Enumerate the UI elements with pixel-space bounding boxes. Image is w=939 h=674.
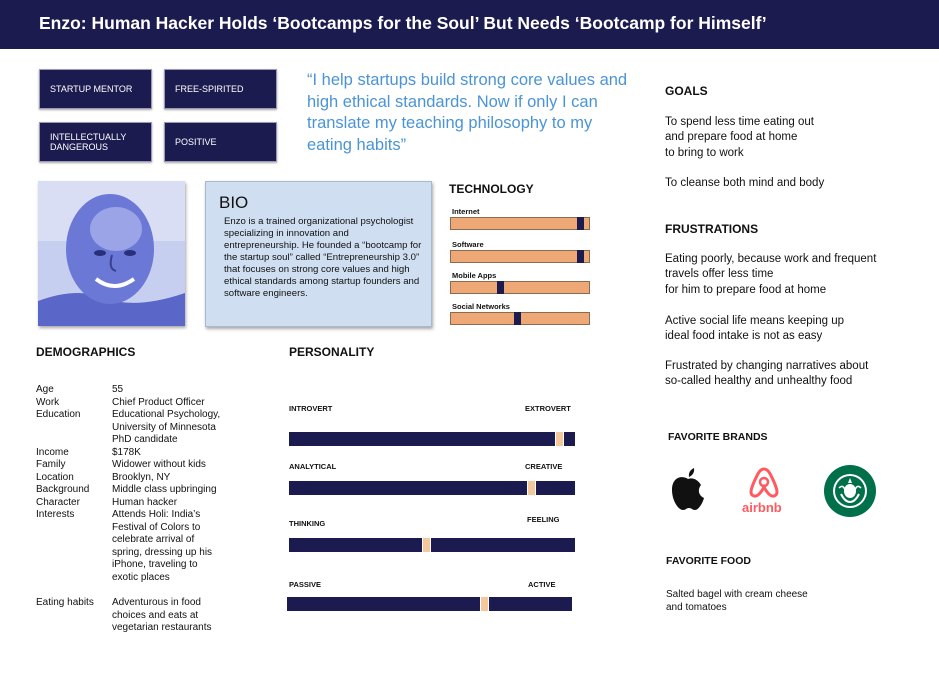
page-title: Enzo: Human Hacker Holds ‘Bootcamps for the Soul’ But Needs ‘Bootcamp for Himself’ [39, 13, 767, 33]
airbnb-wordmark: airbnb [742, 500, 782, 515]
demo-value-location: Brooklyn, NY [112, 471, 171, 483]
demo-label-work: Work [36, 396, 60, 408]
portrait-illustration [38, 181, 185, 326]
pers-marker [422, 538, 431, 552]
demo-value-character: Human hacker [112, 496, 178, 508]
pers-left-thinking: THINKING [289, 519, 326, 528]
tech-label-mobile-apps: Mobile Apps [452, 271, 497, 280]
frustration-item: Eating poorly, because work and frequent travels offer less time for him to prepare food at home [665, 253, 877, 296]
favorite-food-heading: FAVORITE FOOD [666, 555, 751, 567]
bio-card [205, 181, 432, 327]
demo-value-background: Middle class upbringing [112, 484, 217, 495]
demo-label-family: Family [36, 459, 66, 470]
pers-marker [555, 432, 564, 446]
bio-title: BIO [219, 193, 249, 212]
apple-logo [668, 464, 708, 512]
pers-right-active: ACTIVE [528, 580, 556, 589]
frustrations-heading: FRUSTRATIONS [665, 222, 759, 236]
favorite-brands-heading: FAVORITE BRANDS [668, 431, 768, 443]
frustration-item: Frustrated by changing narratives about so-called healthy and unhealthy food [665, 360, 869, 388]
favorite-food-text: Salted bagel with cream cheese and tomatoes [666, 589, 808, 613]
personality-heading: PERSONALITY [289, 345, 375, 359]
tech-bar-software [450, 250, 590, 263]
demo-label-character: Character [36, 496, 80, 508]
demo-label-background: Background [36, 484, 90, 495]
demo-value-work: Chief Product Officer [112, 396, 205, 408]
pers-right-extrovert: EXTROVERT [525, 404, 571, 413]
pers-left-introvert: INTROVERT [289, 404, 333, 413]
persona-photo [38, 181, 185, 326]
demo-label-age: Age [36, 384, 54, 395]
tech-marker [577, 217, 584, 230]
demo-value-family: Widower without kids [112, 459, 206, 470]
tag-startup-mentor: STARTUP MENTOR [39, 69, 152, 109]
tech-label-internet: Internet [452, 207, 480, 216]
pers-right-creative: CREATIVE [525, 462, 563, 471]
airbnb-logo [740, 465, 788, 517]
goal-item: To spend less time eating out and prepare food at home to bring to work [665, 116, 814, 159]
tech-label-software: Software [452, 240, 484, 249]
demo-label-income: Income [36, 446, 69, 458]
demographics-heading: DEMOGRAPHICS [36, 345, 136, 359]
pers-right-feeling: FEELING [527, 515, 560, 524]
tech-bar-mobile-apps [450, 281, 590, 294]
pers-bar-passive-active [287, 597, 572, 611]
pers-bar-analytical-creative [289, 481, 575, 495]
demo-value-interests: Attends Holi: India’s Festival of Colors to celebrate arrival of spring, dressing up his iPhone, traveling to exotic places [112, 509, 213, 583]
apple-icon [668, 464, 708, 512]
demo-label-eating-habits: Eating habits [36, 597, 94, 608]
tech-bar-internet [450, 217, 590, 230]
demo-label-interests: Interests [36, 509, 75, 520]
goals-heading: GOALS [665, 84, 708, 98]
tech-marker [514, 312, 521, 325]
pers-left-passive: PASSIVE [289, 580, 321, 589]
demo-value-eating-habits: Adventurous in food choices and eats at vegetarian restaurants [112, 597, 212, 633]
demo-label-education: Education [36, 409, 81, 420]
starbucks-icon [823, 464, 877, 518]
bio-text: Enzo is a trained organizational psychologist specializing in innovation and entrepreneurship. He founded a “bootcamp for the startup soul” called “Entrepreneurship 3.0” that focuses on strong core values and high ethical standards among startup founders and software engineers. [224, 216, 422, 299]
pers-marker [527, 481, 536, 495]
airbnb-icon [740, 465, 788, 499]
demo-value-income: $178K [112, 446, 141, 458]
frustration-item: Active social life means keeping up ideal food intake is not as easy [665, 315, 844, 343]
pers-left-analytical: ANALYTICAL [289, 462, 337, 471]
technology-heading: TECHNOLOGY [449, 182, 534, 196]
demo-label-location: Location [36, 471, 74, 483]
tag-free-spirited: FREE-SPIRITED [164, 69, 277, 109]
tag-intellectually-dangerous: INTELLECTUALLY DANGEROUS [39, 122, 152, 162]
goal-item: To cleanse both mind and body [665, 177, 825, 189]
starbucks-logo [823, 464, 877, 518]
demo-value-age: 55 [112, 384, 124, 395]
tech-bar-social-networks [450, 312, 590, 325]
tag-positive: POSITIVE [164, 122, 277, 162]
pers-bar-thinking-feeling [289, 538, 575, 552]
persona-quote: “I help startups build strong core values and high ethical standards. Now if only I can translate my teaching philosophy to my eating habits” [307, 71, 628, 154]
tech-label-social-networks: Social Networks [452, 302, 510, 311]
demo-value-education: Educational Psychology, University of Minnesota PhD candidate [112, 409, 221, 445]
pers-bar-introvert-extrovert [289, 432, 575, 446]
pers-marker [480, 597, 489, 611]
tech-marker [497, 281, 504, 294]
tech-marker [577, 250, 584, 263]
